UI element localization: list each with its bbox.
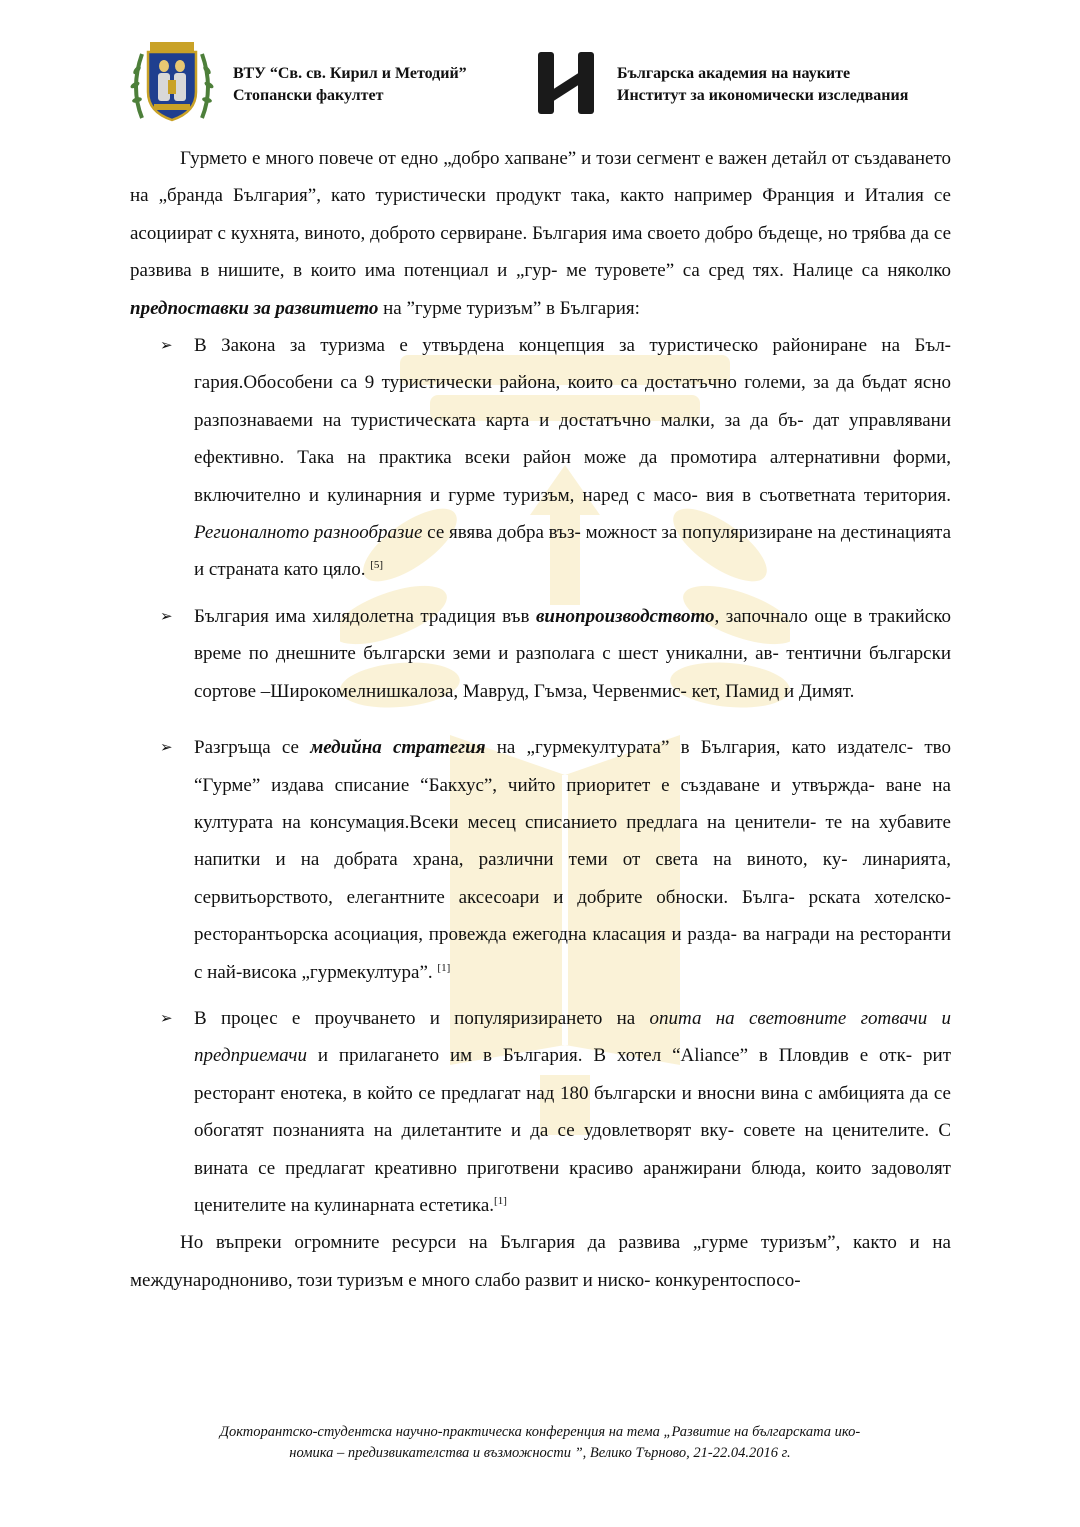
arrow-bullet-icon: ➢ [160,336,173,355]
bullet-emphasis: опита на световните готвачи и предприемачи [194,1007,951,1067]
citation-ref: [1] [494,1194,507,1207]
bullet-text: Разгръща се [194,737,311,759]
intro-text-end: на ”гурме туризъм” в България: [378,297,640,319]
bullet-item-media-strategy [160,729,951,991]
header-left-text [233,63,467,107]
footer-line-1: Докторантско-студентска научно-практическа конференция на тема „Развитие на българската ико- [219,1424,861,1440]
arrow-bullet-icon: ➢ [160,738,173,757]
university-crest-icon [128,40,216,124]
bullet-text-end: се явява добра въз- можност за популяризиране на дестинацията и страната като цяло. [194,522,951,581]
intro-paragraph [130,140,951,327]
header-university-name: ВТУ “Св. св. Кирил и Методий” [233,65,467,82]
bullet-item-chefs-experience [160,1000,951,1224]
arrow-bullet-icon: ➢ [160,1008,173,1027]
closing-paragraph: Но въпреки огромните ресурси на България да развива „гурме туризъм”, както и на международнониво, този туризъм е много слабо развит и ниско- конкурентоспосо- [130,1232,951,1291]
arrow-bullet-icon: ➢ [160,606,173,625]
citation-ref: [5] [370,559,384,572]
header-academy-name: Българска академия на науките [617,65,851,82]
bullet-emphasis: медийна стратегия [310,737,486,759]
footer-line-2: номика – предизвикателства и възможности ”, Велико Търново, 21-22.04.2016 г. [289,1445,791,1461]
intro-emphasis: предпоставки за развитието [130,297,379,319]
bas-logo-icon [535,48,597,118]
page-footer [120,1422,960,1464]
bullet-text: В Закона за туризма е утвърдена концепция за туристическо райониране на Бъл- гария.Обособени са 9 туристически района, които са достатъчно големи, за да бъдат ясно разпознаваеми на туристическата карта и достатъчно малки, за да бъ- дат управлявани ефективно. Така на практика всеки район може да промотира алтернативни форми, включително и кулинарния и гурме туризъм, наред с масо- вия в съответната територия. [194,335,951,506]
header-institute-name: Институт за икономически изследвания [617,87,909,104]
bullet-text-end: , започнало още в тракийско време по днешните български земи и разполага с шест уникални, ав- тентични български сортове –Широкомелнишкалоза, Мавруд, Гъмза, Червенмис- кет, Памид и Димят. [194,605,951,702]
citation-ref: [1] [437,961,451,974]
page-header [0,0,1080,130]
intro-text: Гурмето е много повече от едно „добро хапване” и този сегмент е важен детайл от създаването на „бранда България”, като туристически продукт така, както например Франция и Италия се асоциират с кухнята, виното, доброто сервиране. България има своето добро бъдеще, но трябва да се развива в нишите, в които има потенциал и „гур- ме туровете” са сред тях. Налице са няколко [130,148,951,282]
document-body [130,140,951,1299]
bullet-text-end: и прилагането им в България. В хотел “Aliance” в Пловдив е отк- рит ресторант енотека, в който се предлагат над 180 български и вносни вина с амбицията да се обогатят познанията на дилетантите и да се удовлетворят вку- совете на ценителите. С вината се предлагат креативно приготвени красиво аранжирани блюда, които задоволят ценителите на кулинарната естетика. [194,1045,951,1216]
header-right-text [617,63,908,107]
bullet-list [130,327,951,1224]
bullet-text-end: на „гурмекултурата” в България, като издателс- тво “Гурме” издава списание “Бакхус”, чийто приоритет е създаване и утвържда- ване на културата на консумация.Всеки месец списанието предлага на ценители- те на хубавите напитки и на добрата храна, различни теми от света на виното, ку- линарията, сервитьорството, елегантните аксесоари и добрите обноски. Бълга- рската хотелско-ресторантьорска асоциация, провежда ежегодна класация и разда- ва награди на ресторанти с най-висока „гурмекултура”. [194,737,951,983]
bullet-text: България има хилядолетна традиция във [194,605,536,627]
bullet-item-tourism-law [160,327,951,589]
bullet-emphasis: винопроизводството [535,605,715,627]
bullet-emphasis: Регионалното разнообразие [194,522,423,544]
header-faculty-name: Стопански факултет [233,87,384,104]
bullet-item-winemaking [160,598,951,710]
bullet-text: В процес е проучването и популяризирането на [194,1007,650,1029]
